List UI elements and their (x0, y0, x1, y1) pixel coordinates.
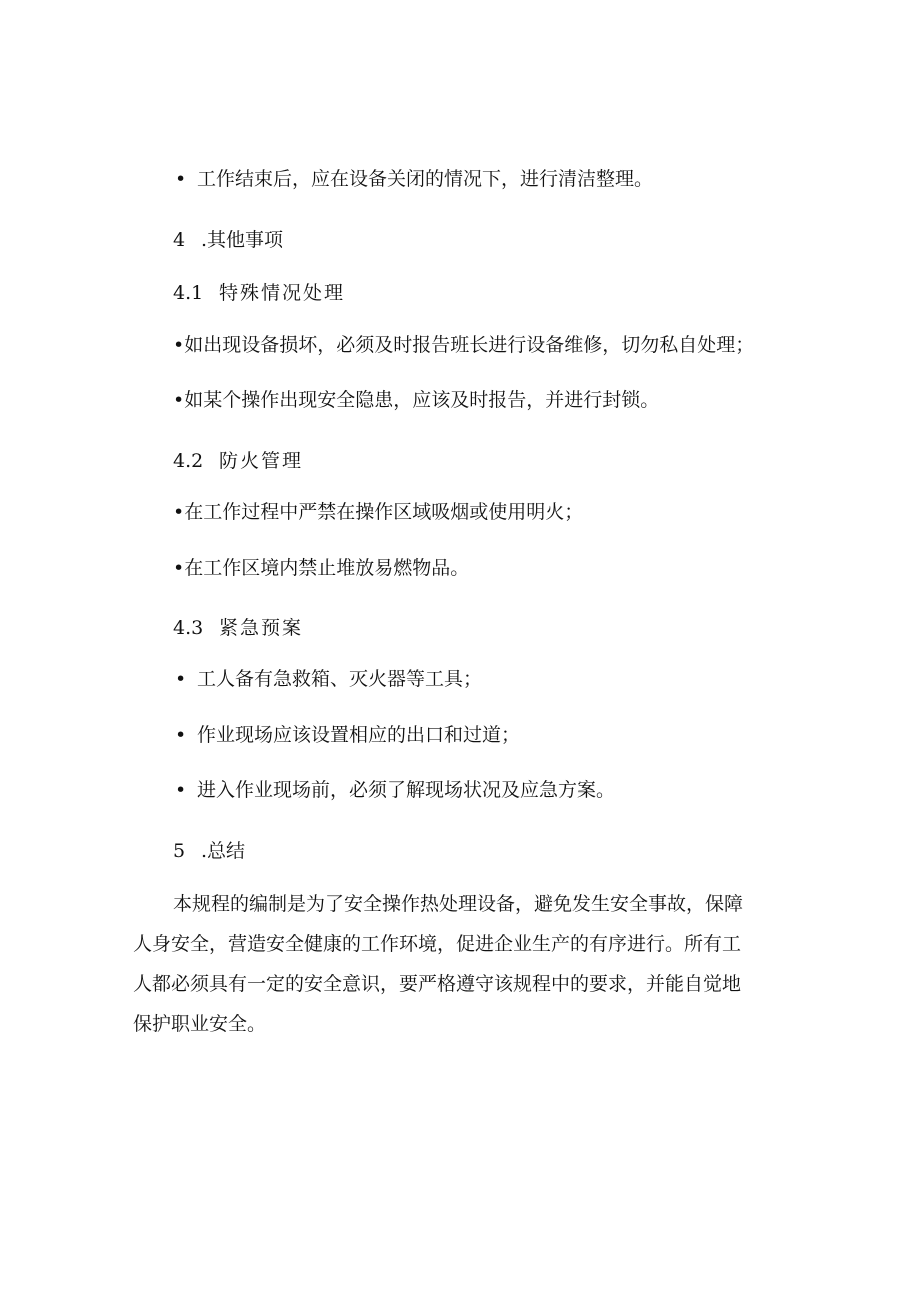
bullet-item-emergency-plan (175, 779, 615, 801)
subsection-title: 防火管理 (219, 450, 304, 472)
bullet-item-cleanup (175, 168, 653, 190)
subsection-title: 紧急预案 (219, 617, 304, 639)
summary-paragraph (133, 884, 783, 1044)
bullet-item-first-aid (175, 668, 482, 690)
subsection-heading-4-2 (173, 450, 303, 472)
bullet-item-equipment-damage (173, 334, 754, 356)
summary-line: 人都必须具有一定的安全意识，要严格遵守该规程中的要求，并能自觉地 (133, 973, 742, 995)
bullet-text: •在工作区境内禁止堆放易燃物品。 (173, 557, 470, 579)
section-title: .其他事项 (201, 229, 284, 251)
bullet-item-safety-hazard (173, 389, 659, 411)
section-title: .总结 (201, 840, 246, 862)
subsection-number: 4.2 (173, 450, 204, 472)
section-number: 5 (173, 840, 186, 862)
bullet-text: 工人备有急救箱、灭火器等工具； (197, 668, 483, 690)
summary-line: 本规程的编制是为了安全操作热处理设备，避免发生安全事故，保障 (173, 893, 744, 915)
bullet-icon: • (175, 668, 187, 690)
summary-line: 人身安全，营造安全健康的工作环境，促进企业生产的有序进行。所有工 (133, 933, 742, 955)
section-number: 4 (173, 229, 186, 251)
bullet-item-no-flammables (173, 557, 469, 579)
bullet-text: 作业现场应该设置相应的出口和过道； (197, 724, 521, 746)
section-heading-4 (173, 229, 283, 251)
summary-line: 保护职业安全。 (133, 1013, 267, 1035)
subsection-number: 4.3 (173, 617, 204, 639)
bullet-icon: • (175, 724, 187, 746)
bullet-text: 工作结束后，应在设备关闭的情况下，进行清洁整理。 (197, 168, 654, 190)
section-heading-5 (173, 840, 245, 862)
subsection-number: 4.1 (173, 282, 204, 304)
subsection-heading-4-3 (173, 617, 303, 639)
bullet-text: •如出现设备损坏，必须及时报告班长进行设备维修，切勿私自处理； (173, 334, 755, 356)
subsection-title: 特殊情况处理 (219, 282, 346, 304)
bullet-item-exits (175, 724, 520, 746)
bullet-text: 进入作业现场前，必须了解现场状况及应急方案。 (197, 779, 616, 801)
bullet-text: •在工作过程中严禁在操作区域吸烟或使用明火； (173, 501, 584, 523)
subsection-heading-4-1 (173, 282, 345, 304)
bullet-item-no-smoking (173, 501, 583, 523)
bullet-text: •如某个操作出现安全隐患，应该及时报告，并进行封锁。 (173, 389, 660, 411)
bullet-icon: • (175, 168, 187, 190)
bullet-icon: • (175, 779, 187, 801)
